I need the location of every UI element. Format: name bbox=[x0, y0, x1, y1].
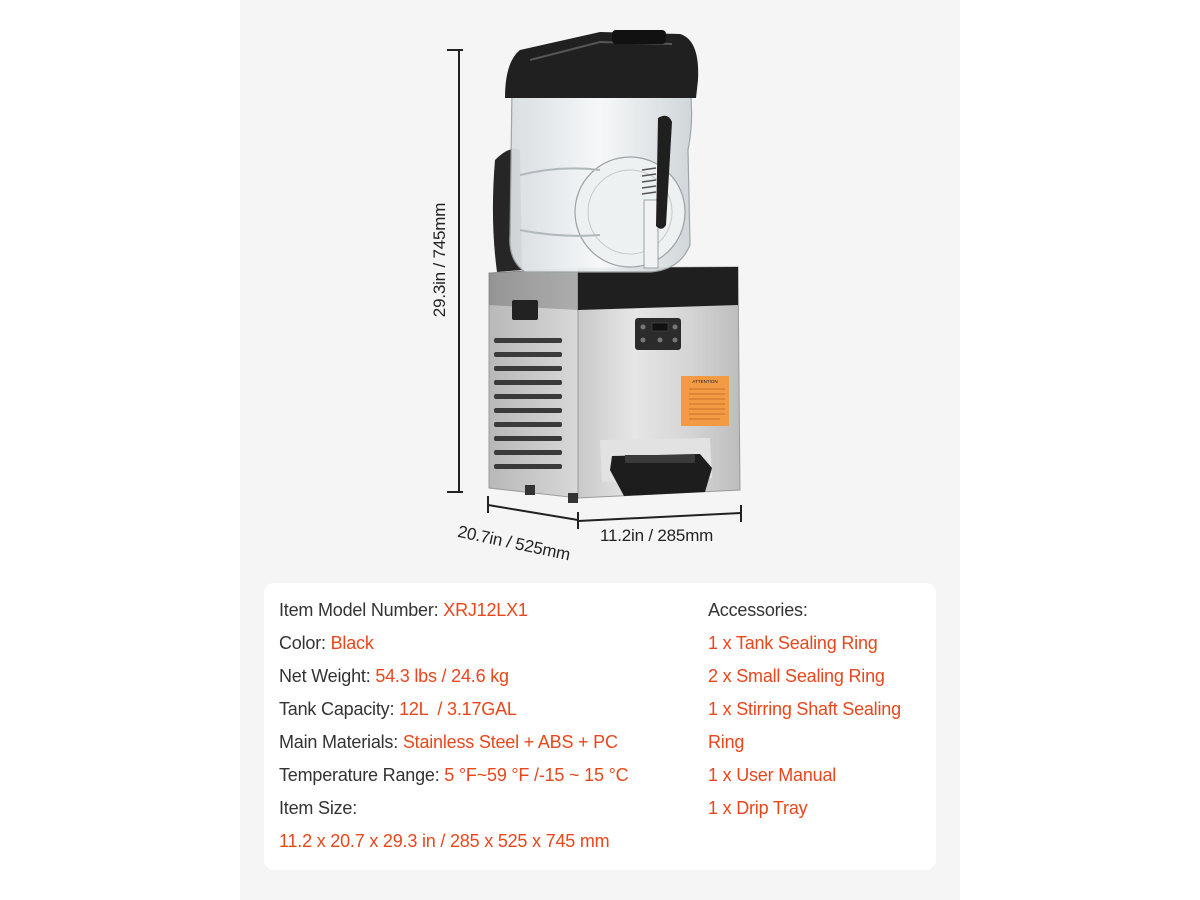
spec-size-value bbox=[279, 830, 609, 852]
height-dimension-label: 29.3in / 745mm bbox=[430, 202, 449, 318]
spec-color bbox=[279, 632, 374, 654]
spec-card bbox=[264, 583, 936, 870]
accessory-item: 1 x Tank Sealing Ring bbox=[708, 633, 878, 653]
spec-weight bbox=[279, 665, 509, 687]
spec-materials-label: Main Materials: bbox=[279, 732, 403, 752]
depth-dimension-label: 20.7in / 525mm bbox=[456, 522, 572, 565]
spec-model bbox=[279, 599, 528, 621]
spec-size-label-text: Item Size: bbox=[279, 798, 358, 818]
spec-model-value: XRJ12LX1 bbox=[443, 600, 528, 620]
accessory-item: 1 x User Manual bbox=[708, 765, 837, 785]
depth-dimension-line bbox=[488, 496, 578, 529]
spec-weight-value: 54.3 lbs / 24.6 kg bbox=[375, 666, 509, 686]
spec-capacity-value: 12L / 3.17GAL bbox=[399, 699, 517, 719]
spec-materials bbox=[279, 731, 618, 753]
spec-model-label: Item Model Number: bbox=[279, 600, 444, 620]
accessory-item: 1 x Drip Tray bbox=[708, 798, 808, 818]
spec-weight-label: Net Weight: bbox=[279, 666, 376, 686]
sticker-title: ATTENTION bbox=[692, 379, 718, 384]
spec-color-value: Black bbox=[330, 633, 374, 653]
accessories-title: Accessories: bbox=[708, 600, 808, 620]
spec-size-value-text: 11.2 x 20.7 x 29.3 in / 285 x 525 x 745 mm bbox=[279, 831, 610, 851]
spec-capacity bbox=[279, 698, 517, 720]
spec-temperature bbox=[279, 764, 628, 786]
accessory-item: 1 x Stirring Shaft Sealing bbox=[708, 699, 901, 719]
spec-temperature-label: Temperature Range: bbox=[279, 765, 445, 785]
spec-color-label: Color: bbox=[279, 633, 331, 653]
spec-materials-value: Stainless Steel + ABS + PC bbox=[402, 732, 618, 752]
accessory-item: Ring bbox=[708, 732, 745, 752]
spec-temperature-value: 5 °F~59 °F /-15 ~ 15 °C bbox=[444, 765, 629, 785]
accessory-item: 2 x Small Sealing Ring bbox=[708, 666, 885, 686]
spec-capacity-label: Tank Capacity: bbox=[279, 699, 400, 719]
width-dimension-label: 11.2in / 285mm bbox=[600, 526, 714, 545]
width-dimension-line bbox=[578, 505, 741, 522]
spec-size-label bbox=[279, 797, 357, 819]
